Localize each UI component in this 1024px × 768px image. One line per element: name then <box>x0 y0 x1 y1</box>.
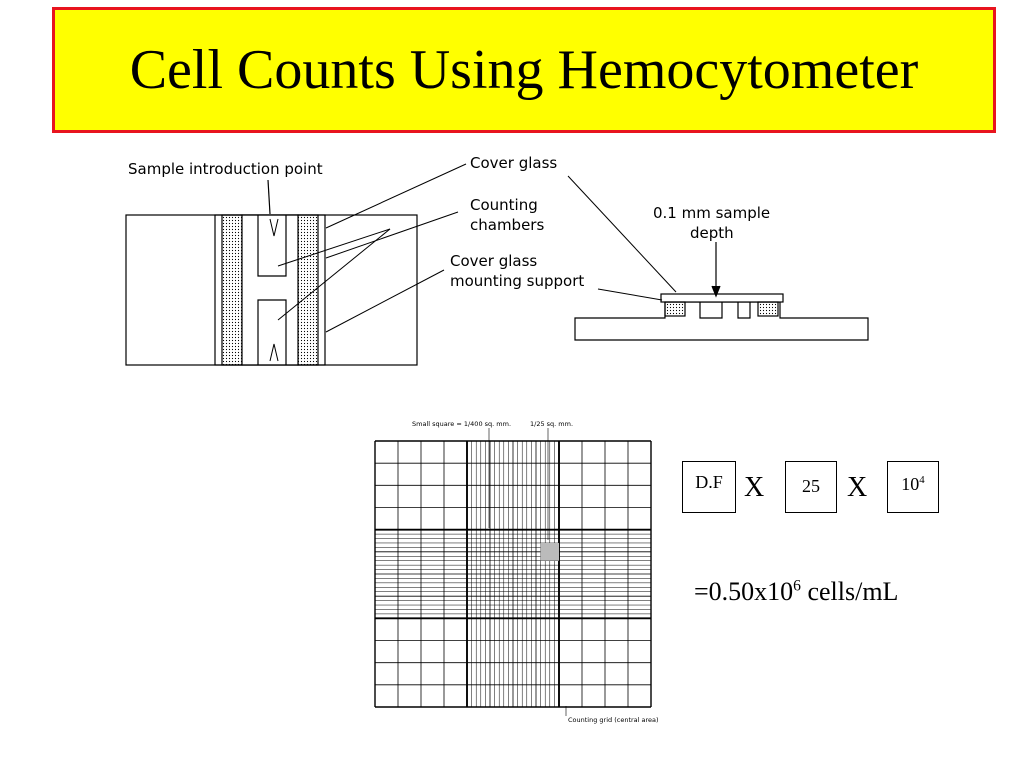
multiply-sign-1: X <box>744 472 765 503</box>
counting-grid <box>375 428 651 716</box>
label-cover-glass-mount: Cover glass <box>450 252 538 270</box>
label-chambers: chambers <box>470 216 545 234</box>
dilution-factor-text: D.F <box>695 472 723 492</box>
highlighted-square <box>541 543 559 561</box>
label-depth: depth <box>690 224 734 242</box>
page-title: Cell Counts Using Hemocytometer <box>129 39 919 101</box>
slide-top-view <box>126 180 417 365</box>
power-box <box>887 461 939 513</box>
squares-text: 25 <box>802 476 820 496</box>
multiply-sign-2: X <box>847 472 868 503</box>
squares-box <box>785 461 837 513</box>
label-sample-introduction: Sample introduction point <box>128 160 323 178</box>
result-text: $=0.50x10^6$ cells/mL <box>694 577 899 606</box>
label-medium-square: 1/25 sq. mm. <box>530 420 574 428</box>
label-sample-depth: 0.1 mm sample <box>653 204 771 222</box>
label-mounting-support: mounting support <box>450 272 585 290</box>
label-counting-grid: Counting grid (central area) <box>568 716 659 724</box>
dilution-factor-box <box>682 461 736 513</box>
label-cover-glass: Cover glass <box>470 154 558 172</box>
label-counting: Counting <box>470 196 538 214</box>
power-text: $10^4$ <box>901 474 925 494</box>
slide-side-view <box>575 242 868 340</box>
label-small-square: Small square = 1/400 sq. mm. <box>412 420 512 428</box>
